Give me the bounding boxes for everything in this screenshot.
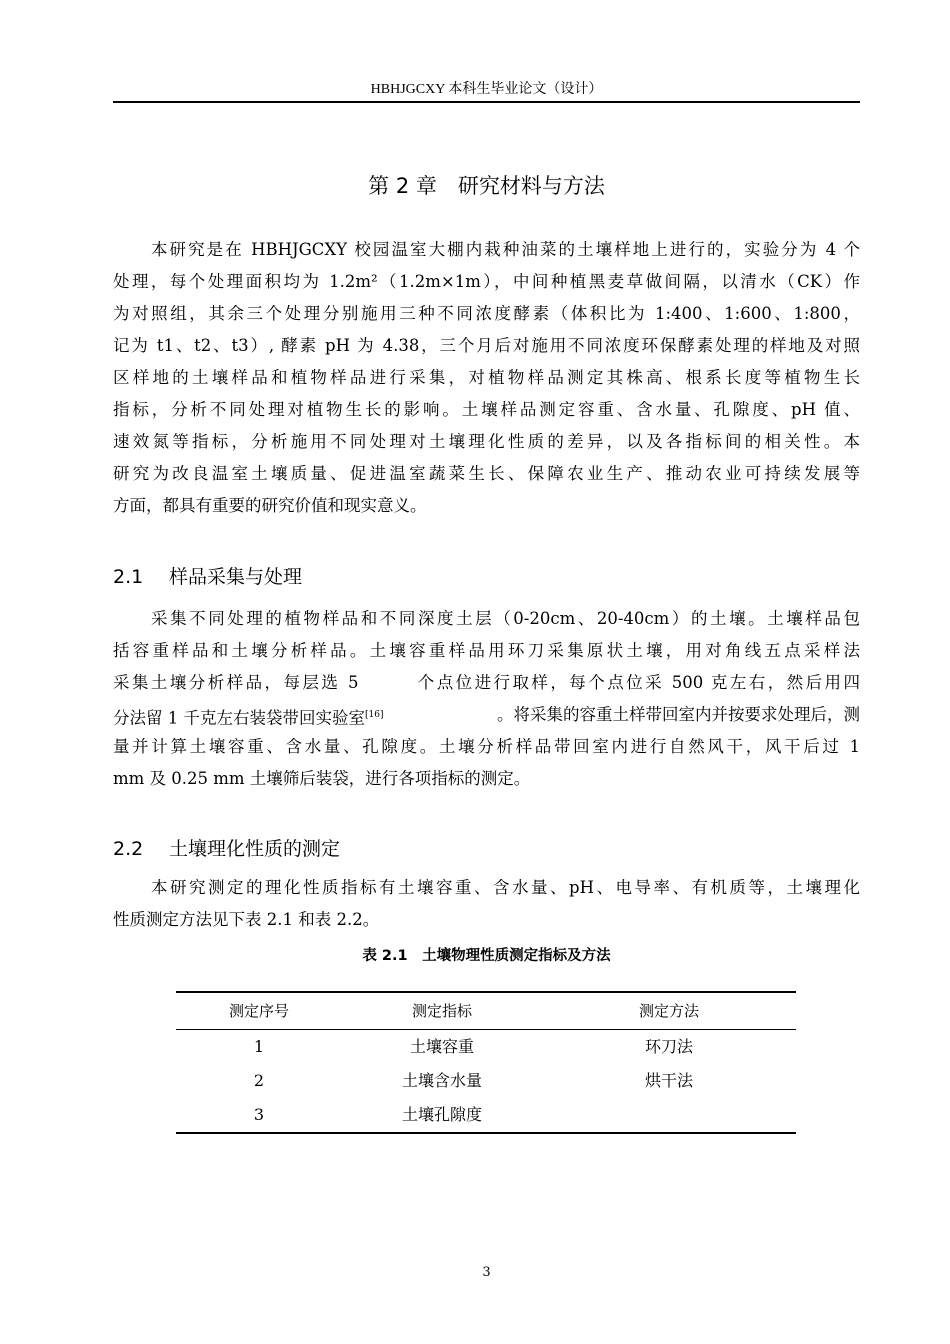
citation: [16]: [365, 710, 384, 720]
table-cell: 1: [253, 1037, 265, 1056]
intro-paragraph: [113, 234, 860, 522]
text-line: 指标，分析不同处理对植物生长的影响。土壤样品测定容重、含水量、孔隙度、pH 值、: [113, 400, 860, 419]
soil-physical-properties-table: [176, 991, 796, 1134]
column-header: 测定序号: [228, 1002, 289, 1020]
text-line: 采集土壤分析样品，每层选 5 个点位进行取样，每个点位采 500 克左右，然后用四: [113, 673, 860, 692]
text-line: 性质测定方法见下表 2.1 和表 2.2。: [113, 910, 380, 929]
text-line: 速效氮等指标，分析施用不同处理对土壤理化性质的差异，以及各指标间的相关性。本: [113, 432, 860, 451]
table-cell: [542, 1098, 796, 1132]
table-cell: 2: [253, 1071, 265, 1090]
text-line: 为对照组，其余三个处理分别施用三种不同浓度酵素（体积比为 1:400、1:600、1:800，: [113, 304, 860, 323]
text-line: 本研究测定的理化性质指标有土壤容重、含水量、pH、电导率、有机质等，土壤理化: [151, 878, 860, 897]
table-cell: 烘干法: [644, 1071, 693, 1090]
table-cell: 土壤容重: [409, 1037, 474, 1056]
section-number: 2.1: [113, 566, 144, 588]
text-line: 方面，都具有重要的研究价值和现实意义。: [113, 496, 427, 515]
text-line: mm 及 0.25 mm 土壤筛后装袋，进行各项指标的测定。: [113, 769, 531, 788]
column-header: 测定指标: [411, 1002, 472, 1020]
chapter-title: 第 2 章 研究材料与方法: [368, 174, 605, 198]
text-line: 区样地的土壤样品和植物样品进行采集，对植物样品测定其株高、根系长度等植物生长: [113, 368, 860, 387]
text-line: 记为 t1、t2、t3）, 酵素 pH 为 4.38，三个月后对施用不同浓度环保酵素处理的样地及对照: [113, 336, 860, 355]
table-row: [176, 1064, 796, 1098]
section-title: 样品采集与处理: [169, 566, 303, 588]
section-number: 2.2: [113, 838, 144, 860]
table-header-row: [176, 993, 796, 1030]
section-title: 土壤理化性质的测定: [169, 838, 341, 860]
table-row: [176, 1030, 796, 1064]
section-heading-2-2: [113, 834, 340, 861]
table-cell: 环刀法: [644, 1037, 693, 1056]
text-line: 处理，每个处理面积均为 1.2m²（1.2m×1m），中间种植黑麦草做间隔，以清水（CK）作: [113, 272, 860, 291]
header-rule: [113, 101, 860, 103]
sampling-paragraph: [113, 603, 860, 795]
table-cell: 土壤孔隙度: [401, 1105, 482, 1124]
page-number: 3: [482, 1265, 491, 1280]
text-line: 本研究是在 HBHJGCXY 校园温室大棚内栽种油菜的土壤样地上进行的，实验分为 4 个: [151, 240, 860, 259]
column-header: 测定方法: [638, 1002, 699, 1020]
text-segment: 。将采集的容重土样带回室内并按要求处理后，测: [497, 705, 860, 724]
text-line: 括容重样品和土壤分析样品。土壤容重样品用环刀采集原状土壤，用对角线五点采样法: [113, 641, 860, 660]
text-line: 量并计算土壤容重、含水量、孔隙度。土壤分析样品带回室内进行自然风干，风干后过 1: [113, 737, 860, 756]
table-cell: 3: [253, 1105, 265, 1124]
text-line: 研究为改良温室土壤质量、促进温室蔬菜生长、保障农业生产、推动农业可持续发展等: [113, 464, 860, 483]
section-heading-2-1: [113, 562, 302, 589]
table-caption: 表 2.1 土壤物理性质测定指标及方法: [362, 948, 611, 964]
measurement-paragraph: [113, 872, 860, 936]
table-row: [176, 1098, 796, 1132]
text-line: [113, 699, 860, 731]
table-cell: 土壤含水量: [401, 1071, 482, 1090]
running-header: HBHJGCXY 本科生毕业论文（设计）: [370, 82, 603, 97]
text-line: 采集不同处理的植物样品和不同深度土层（0-20cm、20-40cm）的土壤。土壤样品包: [151, 609, 860, 628]
text-segment: 分法留 1 千克左右装袋带回实验室: [113, 708, 365, 728]
